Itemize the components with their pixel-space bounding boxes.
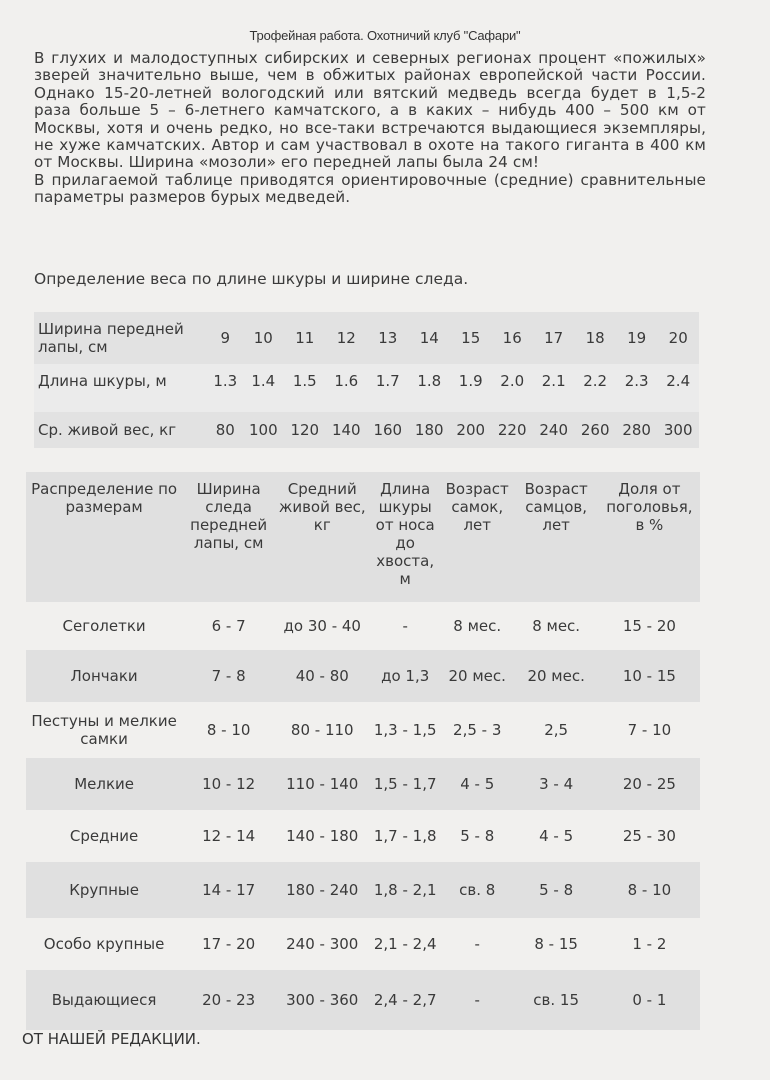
weight-table-cell: 2.3: [616, 364, 657, 412]
size-table-cell: 110 - 140: [275, 758, 369, 810]
size-category-label: Выдающиеся: [26, 970, 182, 1030]
weight-table-cell: 2.2: [574, 364, 615, 412]
weight-table-cell: 180: [409, 412, 450, 448]
size-table-cell: 1,3 - 1,5: [369, 702, 440, 758]
weight-table-cell: 12: [326, 312, 367, 364]
weight-table-cell: 11: [284, 312, 325, 364]
size-table-cell: до 30 - 40: [275, 602, 369, 650]
size-table-cell: 8 - 15: [514, 918, 599, 970]
weight-table-row: [34, 312, 699, 364]
weight-table-row: [34, 364, 699, 412]
weight-table-cell: 160: [367, 412, 408, 448]
size-table-cell: 140 - 180: [275, 810, 369, 862]
weight-table-cell: 120: [284, 412, 325, 448]
size-table-cell: 8 мес.: [514, 602, 599, 650]
size-table-cell: 14 - 17: [182, 862, 275, 918]
size-table-cell: 240 - 300: [275, 918, 369, 970]
size-table-cell: 6 - 7: [182, 602, 275, 650]
size-category-label: Сеголетки: [26, 602, 182, 650]
size-table-cell: 2,5: [514, 702, 599, 758]
size-table-cell: 15 - 20: [599, 602, 700, 650]
size-table-row: [26, 702, 700, 758]
weight-table-cell: 280: [616, 412, 657, 448]
size-table-cell: 0 - 1: [599, 970, 700, 1030]
weight-table-cell: 1.5: [284, 364, 325, 412]
section-title: Определение веса по длине шкуры и ширине следа.: [34, 270, 469, 288]
weight-table-cell: 1.8: [409, 364, 450, 412]
size-table-cell: 25 - 30: [599, 810, 700, 862]
weight-table-cell: 2.4: [657, 364, 699, 412]
weight-table-cell: 15: [450, 312, 491, 364]
weight-table-cell: 16: [491, 312, 532, 364]
weight-table-cell: 18: [574, 312, 615, 364]
size-table-cell: -: [369, 602, 440, 650]
footer-note: ОТ НАШЕЙ РЕДАКЦИИ.: [22, 1030, 201, 1048]
size-table-cell: 10 - 12: [182, 758, 275, 810]
weight-table-cell: 1.7: [367, 364, 408, 412]
size-table-row: [26, 602, 700, 650]
weight-table-cell: 13: [367, 312, 408, 364]
size-table-cell: 5 - 8: [514, 862, 599, 918]
page-header: Трофейная работа. Охотничий клуб "Сафари": [249, 28, 521, 43]
size-table-cell: 10 - 15: [599, 650, 700, 702]
weight-table-cell: 2.1: [533, 364, 574, 412]
size-category-label: Особо крупные: [26, 918, 182, 970]
size-category-label: Мелкие: [26, 758, 182, 810]
size-table-header: Возраст самцов, лет: [514, 472, 599, 602]
weight-table-cell: 240: [533, 412, 574, 448]
weight-table-row-label: Ширина передней лапы, см: [34, 312, 208, 364]
size-table-cell: 5 - 8: [441, 810, 514, 862]
weight-table-cell: 260: [574, 412, 615, 448]
size-table-header: Ширина следа передней лапы, см: [182, 472, 275, 602]
size-table-cell: 2,5 - 3: [441, 702, 514, 758]
weight-table: [34, 312, 699, 448]
size-table-row: [26, 918, 700, 970]
weight-table-cell: 17: [533, 312, 574, 364]
weight-table-cell: 1.6: [326, 364, 367, 412]
weight-table-cell: 10: [243, 312, 284, 364]
intro-paragraph-2: В прилагаемой таблице приводятся ориентировочные (средние) сравнительные параметры размеров бурых медведей.: [34, 170, 706, 207]
weight-table-cell: 140: [326, 412, 367, 448]
size-table-cell: 20 мес.: [441, 650, 514, 702]
weight-table-cell: 100: [243, 412, 284, 448]
size-table-cell: 8 - 10: [599, 862, 700, 918]
weight-table-cell: 300: [657, 412, 699, 448]
weight-table-row: [34, 412, 699, 448]
size-table-cell: 80 - 110: [275, 702, 369, 758]
intro-text: [34, 50, 706, 207]
size-table-header: Доля от поголовья, в %: [599, 472, 700, 602]
weight-table-cell: 2.0: [491, 364, 532, 412]
size-table-cell: 4 - 5: [441, 758, 514, 810]
weight-table-cell: 1.9: [450, 364, 491, 412]
size-table-cell: 180 - 240: [275, 862, 369, 918]
size-table-header: Возраст самок, лет: [441, 472, 514, 602]
size-table-cell: 1,5 - 1,7: [369, 758, 440, 810]
size-table-cell: 2,1 - 2,4: [369, 918, 440, 970]
intro-paragraph-1: В глухих и малодоступных сибирских и северных регионах процент «пожилых» зверей значительно выше, чем в обжитых районах европейской части России. Однако 15-20-летней вологодский или вятский медведь всегда будет в 1,5-2 раза больше 5 – 6-летнего камчатского, а в каких – нибудь 400 – 500 км от Москвы, хотя и очень редко, но все-таки встречаются выдающиеся экземпляры, не хуже камчатских. Автор и сам участвовал в охоте на такого гиганта в 400 км от Москвы. Ширина «мозоли» его передней лапы была 24 см!: [34, 49, 706, 172]
size-table-cell: св. 15: [514, 970, 599, 1030]
weight-table-cell: 9: [208, 312, 243, 364]
size-table-cell: 7 - 10: [599, 702, 700, 758]
size-table-cell: 40 - 80: [275, 650, 369, 702]
weight-table-cell: 20: [657, 312, 699, 364]
size-table-cell: 20 - 25: [599, 758, 700, 810]
weight-table-cell: 80: [208, 412, 243, 448]
weight-table-cell: 19: [616, 312, 657, 364]
size-table-row: [26, 862, 700, 918]
weight-table-cell: 220: [491, 412, 532, 448]
size-table-header: Распределение по размерам: [26, 472, 182, 602]
size-table-header: Средний живой вес, кг: [275, 472, 369, 602]
size-table-cell: 20 - 23: [182, 970, 275, 1030]
size-table-cell: 8 мес.: [441, 602, 514, 650]
size-distribution-table: [26, 472, 700, 1030]
size-table-cell: 1 - 2: [599, 918, 700, 970]
size-table-row: [26, 758, 700, 810]
size-category-label: Крупные: [26, 862, 182, 918]
weight-table-row-label: Ср. живой вес, кг: [34, 412, 208, 448]
weight-table-cell: 200: [450, 412, 491, 448]
size-table-header: Длина шкуры от носа до хвоста, м: [369, 472, 440, 602]
size-table-cell: 17 - 20: [182, 918, 275, 970]
size-table-cell: до 1,3: [369, 650, 440, 702]
size-table-cell: 20 мес.: [514, 650, 599, 702]
weight-table-cell: 1.4: [243, 364, 284, 412]
weight-table-cell: 1.3: [208, 364, 243, 412]
size-table-cell: 3 - 4: [514, 758, 599, 810]
size-table-cell: -: [441, 970, 514, 1030]
size-table-cell: 12 - 14: [182, 810, 275, 862]
size-category-label: Пестуны и мелкие самки: [26, 702, 182, 758]
size-table-cell: 8 - 10: [182, 702, 275, 758]
weight-table-row-label: Длина шкуры, м: [34, 364, 208, 412]
size-table-cell: 300 - 360: [275, 970, 369, 1030]
size-category-label: Средние: [26, 810, 182, 862]
weight-table-cell: 14: [409, 312, 450, 364]
size-table-row: [26, 810, 700, 862]
size-table-cell: 2,4 - 2,7: [369, 970, 440, 1030]
size-table-cell: 4 - 5: [514, 810, 599, 862]
size-table-row: [26, 650, 700, 702]
size-table-cell: 1,8 - 2,1: [369, 862, 440, 918]
size-table-cell: -: [441, 918, 514, 970]
size-table-row: [26, 970, 700, 1030]
size-table-cell: 1,7 - 1,8: [369, 810, 440, 862]
size-table-cell: св. 8: [441, 862, 514, 918]
size-table-cell: 7 - 8: [182, 650, 275, 702]
size-category-label: Лончаки: [26, 650, 182, 702]
